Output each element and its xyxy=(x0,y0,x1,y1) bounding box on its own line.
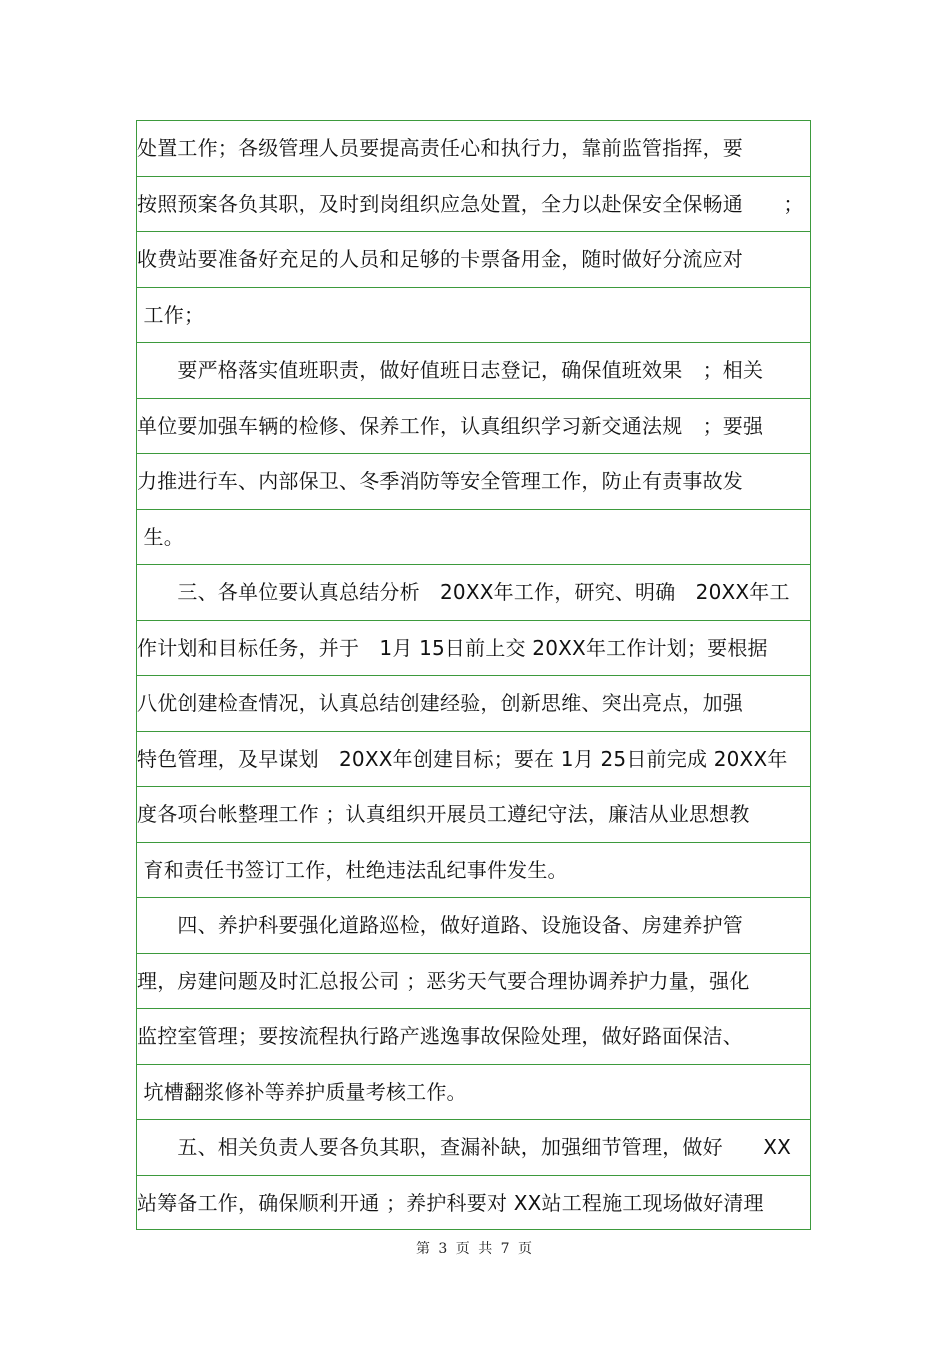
text-line: 度各项台帐整理工作 ；认真组织开展员工遵纪守法，廉洁从业思想教 xyxy=(137,802,750,826)
text-line: 育和责任书签订工作，杜绝违法乱纪事件发生。 xyxy=(137,857,568,882)
text-line: 要严格落实值班职责，做好值班日志登记，确保值班效果 ；相关 xyxy=(137,358,764,382)
text-line: 单位要加强车辆的检修、保养工作，认真组织学习新交通法规 ；要强 xyxy=(137,413,764,438)
text-line: 站筹备工作，确保顺利开通 ；养护科要对 XX站工程施工现场做好清理 xyxy=(137,1190,764,1215)
text-line: 监控室管理；要按流程执行路产逃逸事故保险处理，做好路面保洁、 xyxy=(137,1024,743,1048)
text-line: 三、各单位要认真总结分析 20XX年工作，研究、明确 20XX年工 xyxy=(137,580,790,604)
text-line: 坑槽翻浆修补等养护质量考核工作。 xyxy=(137,1079,467,1104)
text-line: 理，房建问题及时汇总报公司 ；恶劣天气要合理协调养护力量，强化 xyxy=(137,968,750,993)
text-line: 处置工作；各级管理人员要提高责任心和执行力，靠前监管指挥，要 xyxy=(137,136,743,160)
text-line: 力推进行车、内部保卫、冬季消防等安全管理工作，防止有责事故发 xyxy=(137,469,743,493)
text-line: 四、养护科要强化道路巡检，做好道路、设施设备、房建养护管 xyxy=(137,913,743,937)
text-line: 收费站要准备好充足的人员和足够的卡票备用金，随时做好分流应对 xyxy=(137,247,743,271)
text-line: 按照预案各负其职，及时到岗组织应急处置，全力以赴保安全保畅通 ； xyxy=(137,191,804,216)
text-line: 八优创建检查情况，认真总结创建经验，创新思维、突出亮点，加强 xyxy=(137,691,743,715)
text-line: 作计划和目标任务，并于 1月 15日前上交 20XX年工作计划；要根据 xyxy=(137,635,768,660)
text-line: 特色管理，及早谋划 20XX年创建目标；要在 1月 25日前完成 20XX年 xyxy=(137,746,788,771)
text-line: 五、相关负责人要各负其职，查漏补缺，加强细节管理，做好 XX xyxy=(137,1135,792,1159)
page-footer: 第 3 页 共 7 页 xyxy=(415,1241,535,1257)
text-line: 工作； xyxy=(137,302,205,327)
text-line: 生。 xyxy=(137,524,184,549)
